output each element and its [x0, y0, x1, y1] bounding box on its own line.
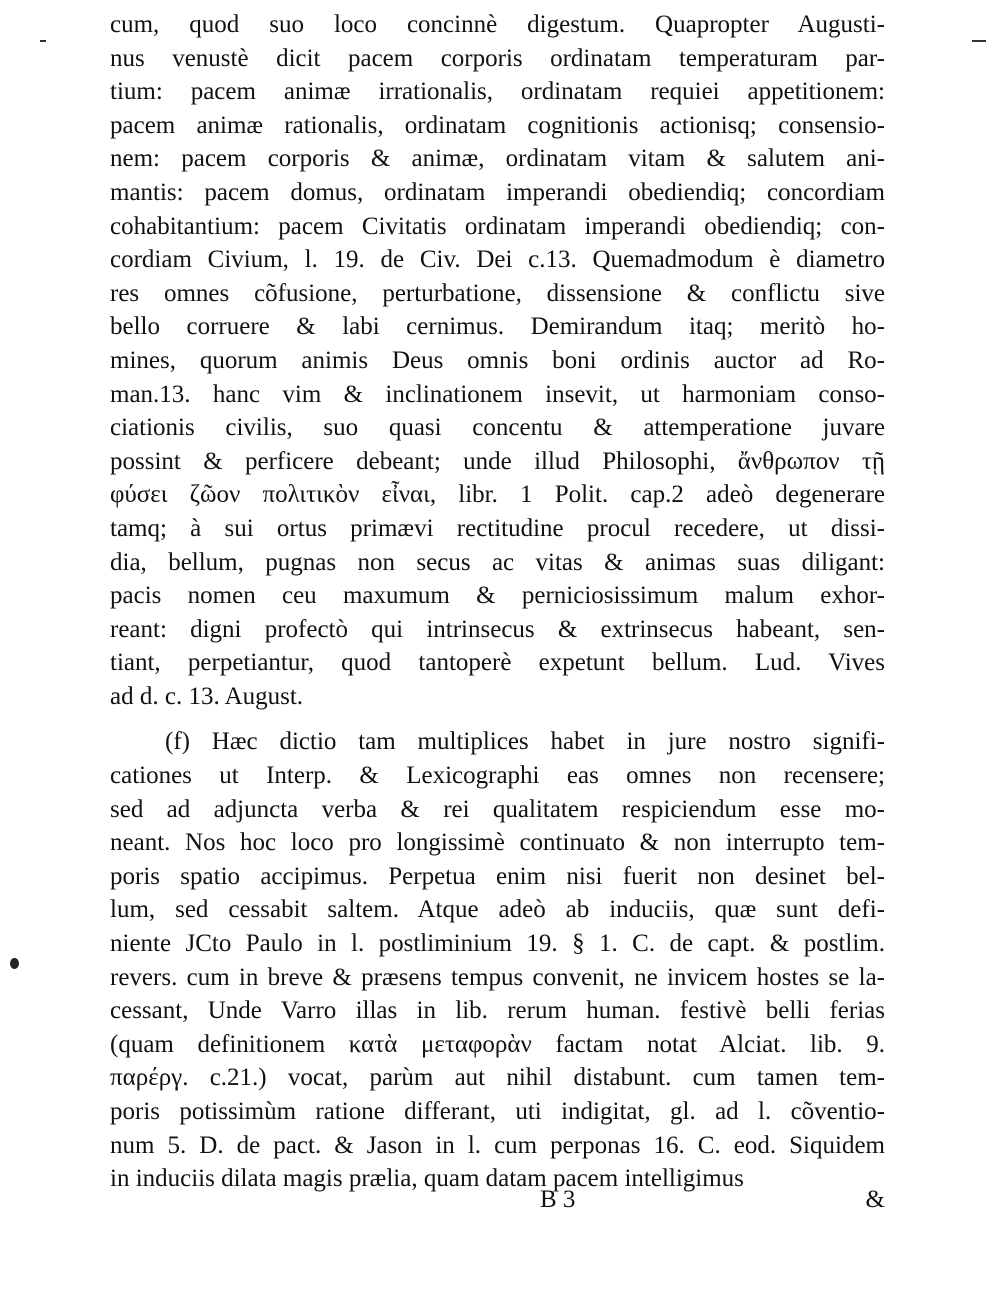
text-line: sed ad adjuncta verba & rei qualitatem respiciendum esse mo- — [110, 795, 885, 823]
text-line: (quam definitionem κατὰ μεταφορὰν factam notat Alciat. lib. 9. — [110, 1030, 885, 1058]
text-line: (f) Hæc dictio tam multiplices habet in jure nostro signifi- — [165, 728, 885, 756]
text-line: neant. Nos hoc loco pro longissimè continuato & non interrupto tem- — [110, 829, 885, 857]
text-line: φύσει ζῶον πολιτικὸν εἶναι, libr. 1 Polit. cap.2 adeò degenerare — [110, 481, 885, 509]
ink-speck — [10, 958, 19, 969]
text-line: man.13. hanc vim & inclinationem insevit, ut harmoniam conso- — [110, 380, 885, 408]
text-line: lum, sed cessabit saltem. Atque adeò ab induciis, quæ sunt defi- — [110, 896, 885, 924]
text-line: revers. cum in breve & præsens tempus convenit, ne invicem hostes se la- — [110, 963, 885, 991]
text-line: cessant, Unde Varro illas in lib. rerum human. festivè belli ferias — [110, 997, 885, 1025]
paragraph-1 — [110, 8, 885, 713]
text-line: possint & perficere debeant; unde illud Philosophi, ἄνθρωπον τῇ — [110, 447, 885, 475]
text-line: num 5. D. de pact. & Jason in l. cum perponas 16. C. eod. Siquidem — [110, 1131, 885, 1159]
paragraph-2 — [110, 725, 885, 1195]
text-line: nem: pacem corporis & animæ, ordinatam vitam & salutem ani- — [110, 145, 885, 173]
text-line: dia, bellum, pugnas non secus ac vitas & animas suas diligant: — [110, 548, 885, 576]
text-line: poris potissimùm ratione differant, uti indigitat, gl. ad l. cõventio- — [110, 1098, 885, 1125]
paragraph-gap — [110, 713, 885, 725]
text-line: pacis nomen ceu maxumum & perniciosissimum malum exhor- — [110, 582, 885, 610]
text-line: mines, quorum animis Deus omnis boni ordinis auctor ad Ro- — [110, 346, 885, 374]
text-line: ciationis civilis, suo quasi concentu & attemperatione juvare — [110, 414, 885, 442]
catchword: & — [865, 1186, 885, 1213]
text-line: reant: digni profectò qui intrinsecus & extrinsecus habeant, sen- — [110, 615, 885, 643]
text-line: in induciis dilata magis prælia, quam datam pacem intelligimus — [110, 1165, 744, 1193]
signature-mark: B 3 — [540, 1186, 576, 1213]
text-line: mantis: pacem domus, ordinatam imperandi obediendiq; concordiam — [110, 178, 885, 206]
scan-mark — [972, 40, 986, 42]
text-line: cationes ut Interp. & Lexicographi eas omnes non recensere; — [110, 762, 885, 790]
text-line: res omnes cõfusione, perturbatione, dissensione & conflictu sive — [110, 279, 885, 307]
text-block — [110, 8, 885, 1196]
text-line: tium: pacem animæ irrationalis, ordinatam requiei appetitionem: — [110, 78, 885, 106]
text-line: niente JCto Paulo in l. postliminium 19. § 1. C. de capt. & postlim. — [110, 930, 885, 958]
text-line: tamq; à sui ortus primævi rectitudine procul recedere, ut dissi- — [110, 514, 885, 542]
page-footer — [110, 1186, 885, 1216]
text-line: nus venustè dicit pacem corporis ordinatam temperaturam par- — [110, 44, 885, 72]
text-line: tiant, perpetiantur, quod tantoperè expetunt bellum. Lud. Vives — [110, 649, 885, 677]
text-line: cohabitantium: pacem Civitatis ordinatam imperandi obediendiq; con- — [110, 212, 885, 240]
text-line: cordiam Civium, l. 19. de Civ. Dei c.13. Quemadmodum è diametro — [110, 246, 885, 274]
text-line: bello corruere & labi cernimus. Demirandum itaq; meritò ho- — [110, 313, 885, 341]
text-line: pacem animæ rationalis, ordinatam cognitionis actionisq; consensio- — [110, 111, 885, 139]
text-line: παρέργ. c.21.) vocat, parùm aut nihil distabunt. cum tamen tem- — [110, 1064, 885, 1092]
text-line: poris spatio accipimus. Perpetua enim nisi fuerit non desinet bel- — [110, 862, 885, 890]
text-line: ad d. c. 13. August. — [110, 682, 304, 710]
text-line: cum, quod suo loco concinnè digestum. Quapropter Augusti- — [110, 11, 885, 38]
scan-mark — [40, 40, 46, 42]
